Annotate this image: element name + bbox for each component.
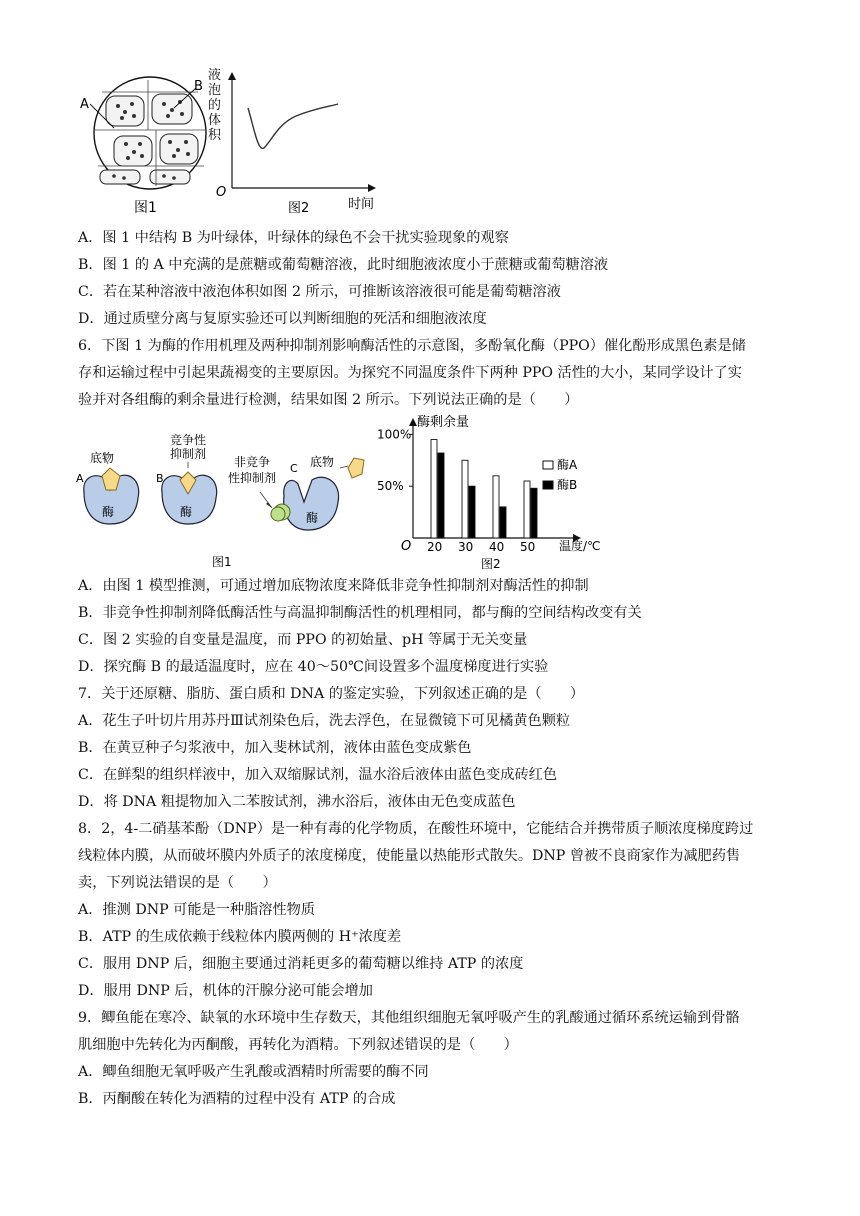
q5-option-d: D．通过质壁分离与复原实验还可以判断细胞的死活和细胞液浓度 [78, 311, 487, 327]
legend-swatch-b [543, 481, 553, 489]
q6-stem-1: 6．下图 1 为酶的作用机理及两种抑制剂影响酶活性的示意图，多酚氧化酶（PPO）催化酚形成黑色素是储 [78, 338, 746, 354]
chart-origin: O [401, 539, 412, 554]
noncompetitive-inhibitor [271, 507, 285, 521]
q8-stem-3: 卖，下列说法错误的是（ ） [78, 875, 277, 891]
bar-a-40 [493, 476, 499, 538]
origin-label: O [216, 185, 227, 200]
enzyme-c-label: 酶 [306, 511, 319, 525]
q7-option-a: A．花生子叶切片用苏丹Ⅲ试剂染色后，洗去浮色，在显微镜下可见橘黄色颗粒 [78, 713, 571, 729]
enzyme-a-letter: A [76, 472, 84, 485]
q9-option-b: B．丙酮酸在转化为酒精的过程中没有 ATP 的合成 [78, 1091, 396, 1107]
chart-xlabel: 温度/℃ [559, 539, 601, 553]
enzyme-c-letter: C [290, 462, 298, 475]
q9-stem-2: 肌细胞中先转化为丙酮酸，再转化为酒精。下列叙述错误的是（ ） [78, 1037, 518, 1053]
x-tick-label: 30 [458, 540, 474, 554]
noncompetitive-label-2: 性抑制剂 [228, 471, 277, 485]
chart-title: 酶剩余量 [417, 415, 470, 430]
q5-option-a: A．图 1 中结构 B 为叶绿体，叶绿体的绿色不会干扰实验现象的观察 [78, 230, 509, 246]
q8-option-d: D．服用 DNP 后，机体的汗腺分泌可能会增加 [78, 983, 373, 999]
fig2-label: 图2 [288, 201, 310, 216]
enzyme-inhibition-figure [72, 420, 372, 570]
legend-swatch-a [543, 461, 553, 469]
competitive-label-2: 抑制剂 [170, 447, 207, 461]
chart-caption: 图2 [481, 557, 501, 571]
bar-b-50 [531, 488, 537, 538]
bar-b-40 [500, 507, 506, 538]
q7-stem: 7．关于还原糖、脂肪、蛋白质和 DNA 的鉴定实验，下列叙述正确的是（ ） [78, 686, 585, 702]
legend-label-b: 酶B [557, 478, 578, 492]
label-a: A [80, 97, 89, 112]
q6-option-c: C．图 2 实验的自变量是温度，而 PPO 的初始量、pH 等属于无关变量 [78, 632, 528, 648]
cell-figures [70, 68, 390, 220]
bar-a-20 [431, 440, 437, 538]
q9-stem-1: 9．鲫鱼能在寒冷、缺氧的水环境中生存数天，其他组织细胞无氧呼吸产生的乳酸通过循环系统运输到骨骼 [78, 1010, 740, 1026]
q8-option-c: C．服用 DNP 后，细胞主要通过消耗更多的葡萄糖以维持 ATP 的浓度 [78, 956, 524, 972]
bar-b-20 [438, 453, 444, 538]
q9-option-a: A．鲫鱼细胞无氧呼吸产生乳酸或酒精时所需要的酶不同 [78, 1064, 429, 1080]
x-axis-label: 时间 [348, 197, 375, 212]
y-tick-label: 50% [377, 479, 404, 494]
q5-option-c: C．若在某种溶液中液泡体积如图 2 所示，可推断该溶液很可能是葡萄糖溶液 [78, 284, 561, 300]
q5-option-b: B．图 1 的 A 中充满的是蔗糖或葡萄糖溶液，此时细胞液浓度小于蔗糖或葡萄糖溶液 [78, 257, 609, 273]
q6-option-a: A．由图 1 模型推测，可通过增加底物浓度来降低非竞争性抑制剂对酶活性的抑制 [78, 578, 589, 594]
q6-stem-2: 存和运输过程中引起果蔬褐变的主要原因。为探究不同温度条件下两种 PPO 活性的大小，某同学设计了实 [78, 365, 742, 381]
q7-option-c: C．在鲜梨的组织样液中，加入双缩脲试剂，温水浴后液体由蓝色变成砖红色 [78, 767, 558, 783]
substrate-label-2: 底物 [310, 455, 335, 469]
bar-a-50 [524, 481, 530, 538]
substrate-c [348, 458, 364, 478]
bar-a-30 [462, 460, 468, 538]
legend-label-a: 酶A [557, 458, 578, 472]
label-b: B [194, 79, 203, 94]
substrate-label: 底物 [90, 451, 115, 465]
fig1-caption: 图1 [212, 555, 232, 569]
q6-stem-3: 验并对各组酶的剩余量进行检测，结果如图 2 所示。下列说法正确的是（ ） [78, 392, 579, 408]
bar-b-30 [469, 486, 475, 538]
q8-stem-2: 线粒体内膜，从而破坏膜内外质子的浓度梯度，使能量以热能形式散失。DNP 曾被不良商家作为减肥药售 [78, 848, 741, 864]
enzyme-residual-chart [375, 410, 605, 575]
x-tick-label: 40 [489, 540, 505, 554]
plasmolysis-diagram [70, 68, 390, 220]
fig1-label: 图1 [134, 200, 157, 216]
y-tick-label: 100% [377, 427, 412, 442]
bar-chart-svg [375, 410, 605, 575]
q7-option-b: B．在黄豆种子匀浆液中，加入斐林试剂，液体由蓝色变成紫色 [78, 740, 472, 756]
enzyme-b-label: 酶 [180, 505, 193, 519]
enzyme-b-letter: B [156, 472, 164, 485]
substrate-a [102, 468, 120, 490]
x-tick-label: 20 [427, 540, 443, 554]
q8-stem-1: 8．2，4-二硝基苯酚（DNP）是一种有毒的化学物质，在酸性环境中，它能结合并携带质子顺浓度梯度跨过 [78, 821, 754, 837]
enzyme-a-label: 酶 [102, 505, 115, 519]
x-tick-label: 50 [520, 540, 536, 554]
y-axis-label: 液泡的体积 [208, 68, 222, 143]
competitive-label-1: 竞争性 [170, 433, 207, 447]
q7-option-d: D．将 DNA 粗提物加入二苯胺试剂，沸水浴后，液体由无色变成蓝色 [78, 794, 516, 810]
q6-option-b: B．非竞争性抑制剂降低酶活性与高温抑制酶活性的机理相同，都与酶的空间结构改变有关 [78, 605, 642, 621]
q6-option-d: D．探究酶 B 的最适温度时，应在 40～50℃间设置多个温度梯度进行实验 [78, 659, 549, 675]
q8-option-a: A．推测 DNP 可能是一种脂溶性物质 [78, 902, 316, 918]
q8-option-b: B．ATP 的生成依赖于线粒体内膜两侧的 H⁺浓度差 [78, 929, 402, 945]
noncompetitive-label-1: 非竞争 [234, 455, 271, 469]
